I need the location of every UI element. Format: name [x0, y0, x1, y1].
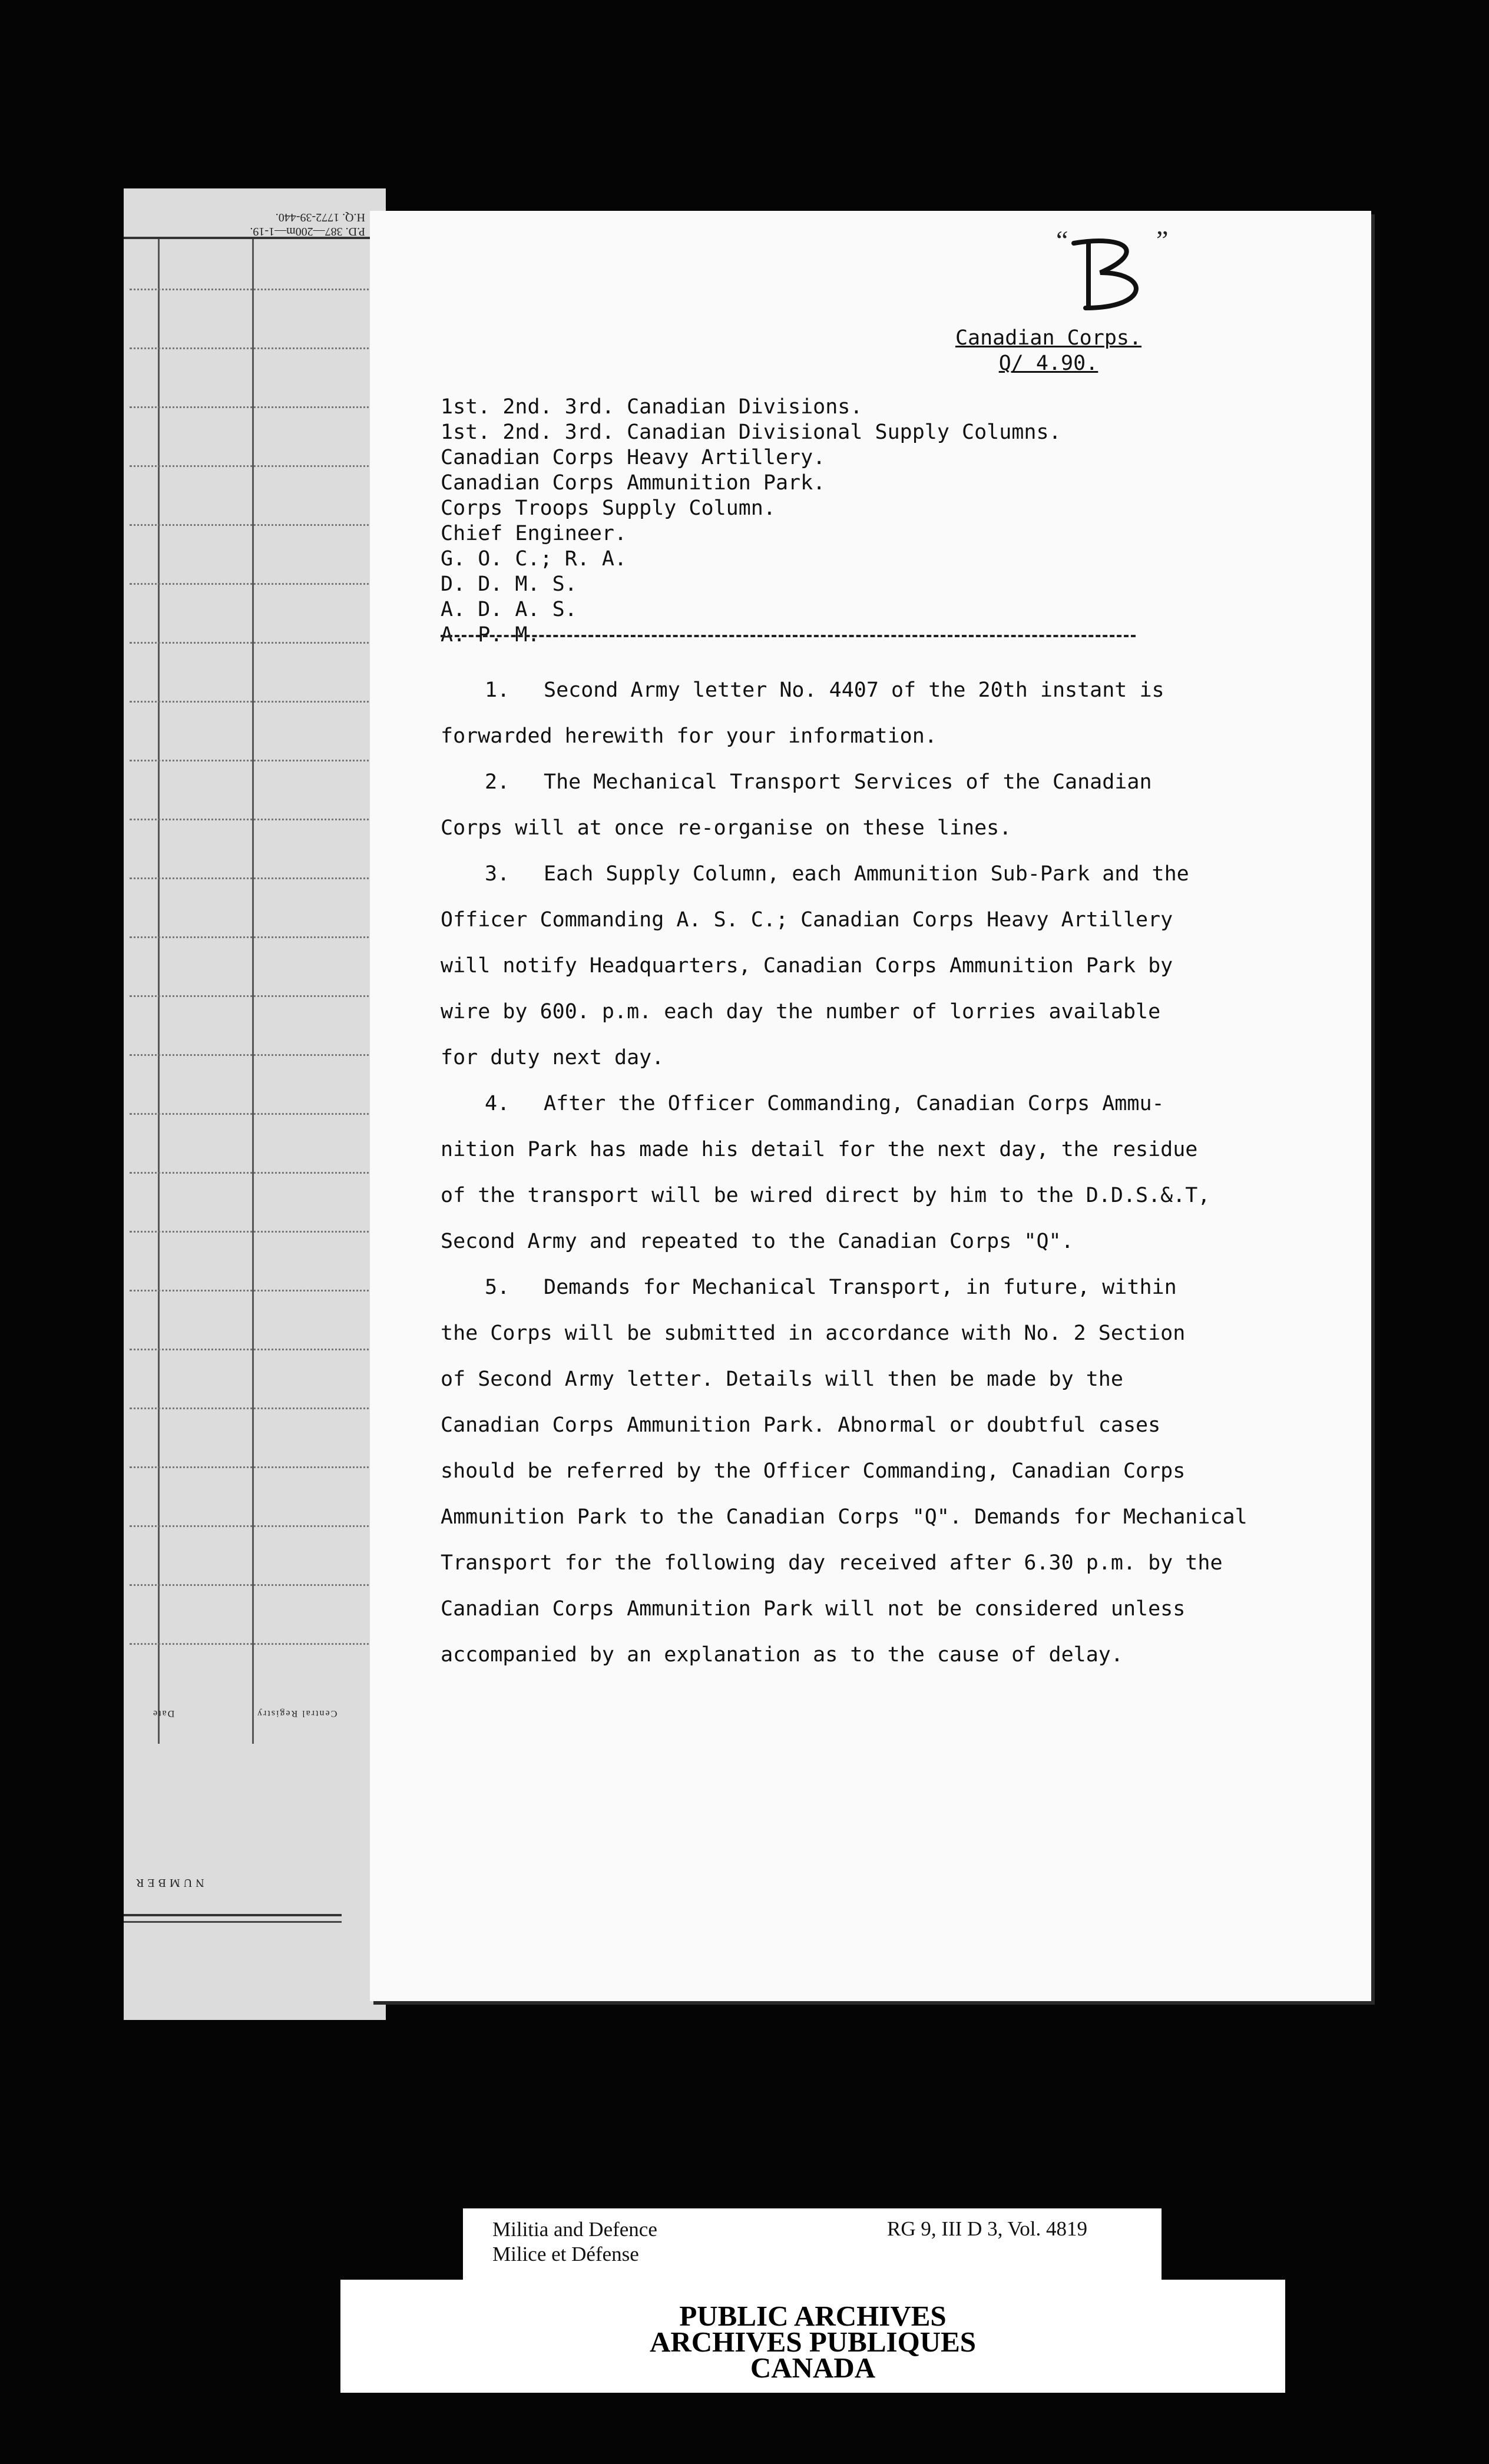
folder-ledger-row: [130, 936, 377, 938]
distribution-item: Canadian Corps Heavy Artillery.: [441, 446, 826, 469]
folder-ledger-row: [130, 1584, 377, 1586]
folder-ledger-row: [130, 1525, 377, 1527]
folder-ledger-row: [130, 877, 377, 879]
folder-ledger-row: [130, 1349, 377, 1350]
folder-ledger-row: [130, 1643, 377, 1645]
paragraph-line: of the transport will be wired direct by him to the D.D.S.&.T,: [441, 1184, 1210, 1207]
paragraph-line: After the Officer Commanding, Canadian Corps Ammu-: [544, 1092, 1164, 1115]
paragraph-line: of Second Army letter. Details will then be made by the: [441, 1367, 1123, 1391]
paragraph-number: 4.: [485, 1092, 510, 1115]
folder-label-date: Date: [152, 1708, 175, 1718]
distribution-item: G. O. C.; R. A.: [441, 547, 627, 571]
paragraph-line: Ammunition Park to the Canadian Corps "Q". Demands for Mechanical: [441, 1505, 1248, 1529]
folder-ledger-row: [130, 524, 377, 526]
paragraph-line: the Corps will be submitted in accordance with No. 2 Section: [441, 1322, 1186, 1345]
paragraph-line: should be referred by the Officer Commanding, Canadian Corps: [441, 1459, 1186, 1483]
folder-ledger-row: [130, 465, 377, 467]
paragraph-1: [441, 667, 1324, 759]
paragraph-5: [441, 1264, 1324, 1678]
paragraph-line: Second Army and repeated to the Canadian Corps "Q".: [441, 1230, 1074, 1253]
paragraph-line: for duty next day.: [441, 1046, 664, 1069]
paragraph-line: Each Supply Column, each Ammunition Sub-Park and the: [544, 862, 1189, 886]
paragraph-number: 5.: [485, 1276, 510, 1299]
dashed-separator: [441, 635, 1136, 637]
distribution-item: A. D. A. S.: [441, 598, 577, 621]
paragraph-line: will notify Headquarters, Canadian Corps Ammunition Park by: [441, 954, 1173, 978]
paragraph-4: [441, 1081, 1324, 1264]
paragraph-line: accompanied by an explanation as to the cause of delay.: [441, 1643, 1123, 1667]
file-reference: Q/ 4.90.: [998, 352, 1098, 375]
paragraph-number: 2.: [485, 770, 510, 794]
folder-ledger-row: [130, 760, 377, 761]
paragraph-line: Transport for the following day received after 6.30 p.m. by the: [441, 1551, 1223, 1575]
archives-line-english: PUBLIC ARCHIVES: [679, 2300, 947, 2332]
svg-text:”: ”: [1156, 226, 1169, 255]
folder-label-central-registry: Central Registry: [256, 1708, 337, 1718]
distribution-item: A. P. M.: [441, 623, 540, 647]
folder-stamp-line: H.Q. 1772-39-440.: [275, 211, 365, 224]
paragraph-line: Corps will at once re-organise on these lines.: [441, 816, 1012, 840]
public-archives-banner: [340, 2280, 1285, 2393]
paragraph-number: 3.: [485, 862, 510, 886]
folder-ledger-row: [130, 1172, 377, 1174]
archives-line-french: ARCHIVES PUBLIQUES: [649, 2326, 977, 2358]
file-folder-cover: [124, 188, 386, 2020]
svg-text:“: “: [1056, 226, 1068, 255]
paragraph-line: Canadian Corps Ammunition Park will not be considered unless: [441, 1597, 1186, 1621]
folder-ledger-row: [130, 583, 377, 585]
folder-bottom-rule: [124, 1914, 342, 1916]
paragraph-2: [441, 759, 1324, 851]
letter-reference-block: [942, 326, 1154, 376]
folder-ledger-row: [130, 1290, 377, 1291]
paragraph-number: 1.: [485, 678, 510, 702]
distribution-item: 1st. 2nd. 3rd. Canadian Divisions.: [441, 395, 863, 419]
department-english: Militia and Defence: [492, 2218, 657, 2241]
folder-ledger-row: [130, 1407, 377, 1409]
paragraph-3: [441, 851, 1324, 1081]
distribution-item: Chief Engineer.: [441, 522, 627, 545]
folder-ledger-row: [130, 289, 377, 290]
distribution-item: Corps Troops Supply Column.: [441, 496, 776, 520]
folder-ledger-row: [130, 406, 377, 408]
archive-reference-card: [463, 2208, 1162, 2280]
distribution-item: Canadian Corps Ammunition Park.: [441, 471, 826, 495]
distribution-item: D. D. M. S.: [441, 572, 577, 596]
paragraph-line: Officer Commanding A. S. C.; Canadian Corps Heavy Artillery: [441, 908, 1173, 932]
folder-bottom-rule: [124, 1921, 342, 1923]
folder-ledger-row: [130, 819, 377, 820]
paragraph-line: The Mechanical Transport Services of the Canadian: [544, 770, 1152, 794]
paragraph-line: Demands for Mechanical Transport, in future, within: [544, 1276, 1177, 1299]
distribution-item: 1st. 2nd. 3rd. Canadian Divisional Supply Columns.: [441, 420, 1061, 444]
folder-ledger-row: [130, 642, 377, 644]
paragraph-line: forwarded herewith for your information.: [441, 724, 937, 748]
department-french: Milice et Défense: [492, 2243, 639, 2266]
folder-ledger-row: [130, 701, 377, 703]
originator: Canadian Corps.: [955, 326, 1142, 350]
letter-page: [370, 211, 1371, 2001]
distribution-list: [441, 395, 1295, 648]
paragraph-line: Canadian Corps Ammunition Park. Abnormal or doubtful cases: [441, 1413, 1161, 1437]
folder-ledger-row: [130, 995, 377, 997]
folder-ledger-row: [130, 347, 377, 349]
folder-ledger-row: [130, 1054, 377, 1056]
archive-reference-number: RG 9, III D 3, Vol. 4819: [887, 2217, 1087, 2240]
archives-line-country: CANADA: [750, 2352, 876, 2384]
folder-ledger-row: [130, 1231, 377, 1233]
handwritten-b-mark: [1056, 226, 1180, 320]
folder-print-stamp: [236, 203, 365, 239]
folder-stamp-line: P.D. 387—200m—1-19.: [250, 225, 365, 238]
paragraph-line: Second Army letter No. 4407 of the 20th instant is: [544, 678, 1164, 702]
letter-body: [441, 667, 1324, 1678]
folder-ledger-row: [130, 1113, 377, 1115]
folder-ledger-row: [130, 1466, 377, 1468]
folder-label-number: NUMBER: [133, 1876, 204, 1889]
paragraph-line: wire by 600. p.m. each day the number of lorries available: [441, 1000, 1161, 1024]
paragraph-line: nition Park has made his detail for the next day, the residue: [441, 1138, 1198, 1161]
